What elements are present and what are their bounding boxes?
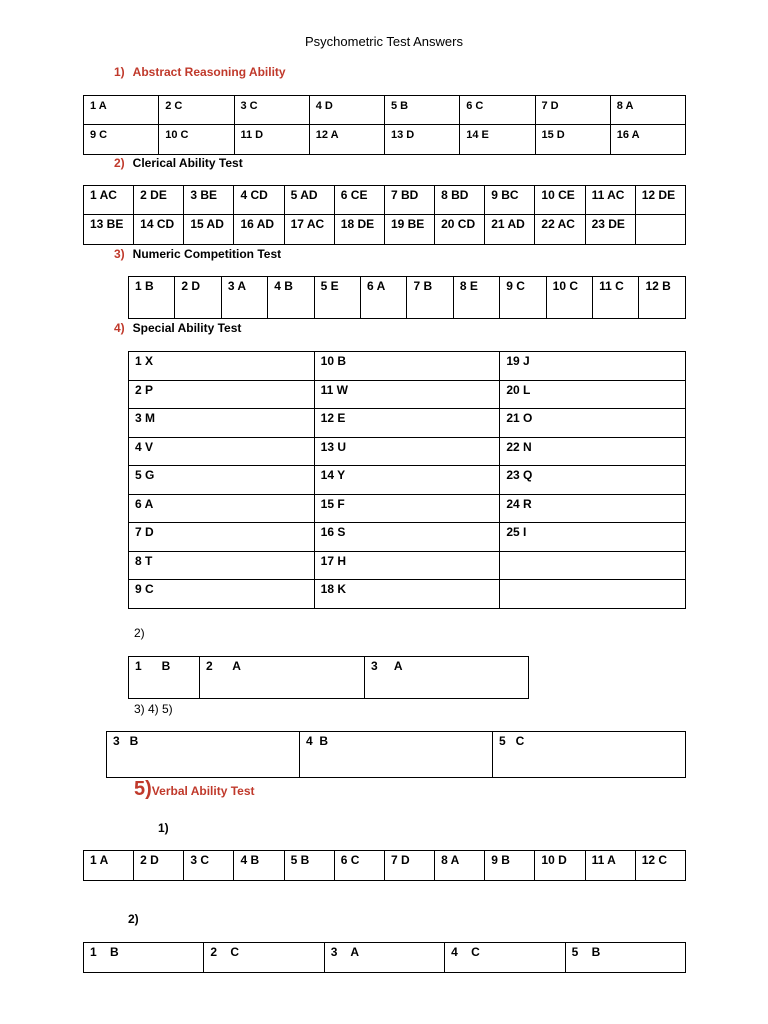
- table-cell: 1 B: [129, 657, 200, 699]
- table-cell: 13 D: [385, 125, 460, 155]
- table-cell: 3 B: [107, 732, 300, 778]
- table-row: [129, 657, 529, 699]
- table-cell: 14 E: [460, 125, 535, 155]
- table-row: [84, 851, 686, 881]
- special-answer-table: [128, 351, 686, 609]
- section-title: Clerical Ability Test: [132, 156, 243, 170]
- table-row: [84, 125, 686, 155]
- table-row: [129, 277, 686, 319]
- table-cell: 5 E: [314, 277, 360, 319]
- table-cell: 8 BD: [435, 186, 485, 215]
- table-cell: 22 N: [500, 438, 686, 466]
- table-cell: 3 C: [234, 96, 309, 125]
- table-cell: 12 DE: [635, 186, 685, 215]
- section-heading-verbal: [134, 778, 255, 801]
- section-number: 2): [114, 156, 125, 170]
- table-row: [129, 523, 686, 552]
- table-cell: 12 C: [635, 851, 685, 881]
- table-cell: 11 D: [234, 125, 309, 155]
- table-cell: 20 CD: [435, 215, 485, 245]
- table-cell: 9 C: [84, 125, 159, 155]
- table-cell: 9 C: [129, 580, 315, 609]
- table-cell: 21 O: [500, 409, 686, 438]
- table-cell: 17 AC: [284, 215, 334, 245]
- table-cell: 7 B: [407, 277, 453, 319]
- table-cell: 4 CD: [234, 186, 284, 215]
- table-cell: 13 U: [314, 438, 500, 466]
- table-row: [129, 495, 686, 523]
- table-cell: [500, 580, 686, 609]
- verbal-sub1-table: [83, 850, 686, 881]
- table-row: [129, 352, 686, 381]
- table-cell: 4 V: [129, 438, 315, 466]
- page-title: Psychometric Test Answers: [305, 34, 463, 49]
- abstract-answer-table: [83, 95, 686, 155]
- table-cell: 6 A: [361, 277, 407, 319]
- table-cell: 2 C: [204, 943, 324, 973]
- table-cell: 9 C: [500, 277, 546, 319]
- table-row: [129, 438, 686, 466]
- table-cell: 9 BC: [485, 186, 535, 215]
- table-cell: 6 A: [129, 495, 315, 523]
- numeric-answer-table: [128, 276, 686, 319]
- table-cell: 15 F: [314, 495, 500, 523]
- table-cell: 6 C: [460, 96, 535, 125]
- table-cell: 4 B: [268, 277, 314, 319]
- table-cell: [500, 552, 686, 580]
- table-row: [129, 466, 686, 495]
- table-cell: 11 W: [314, 381, 500, 409]
- table-cell: 18 DE: [334, 215, 384, 245]
- table-cell: 2 DE: [134, 186, 184, 215]
- table-cell: 22 AC: [535, 215, 585, 245]
- section-title: Verbal Ability Test: [151, 784, 255, 798]
- table-cell: 3 A: [221, 277, 267, 319]
- table-cell: 11 AC: [585, 186, 635, 215]
- section-heading-special: [114, 321, 241, 335]
- table-cell: 3 C: [184, 851, 234, 881]
- table-cell: 3 A: [365, 657, 529, 699]
- table-cell: 1 A: [84, 96, 159, 125]
- section-heading-clerical: [114, 156, 243, 170]
- table-cell: 15 AD: [184, 215, 234, 245]
- table-cell: 7 BD: [384, 186, 434, 215]
- table-cell: 4 D: [309, 96, 384, 125]
- table-cell: 4 B: [234, 851, 284, 881]
- table-cell: 10 CE: [535, 186, 585, 215]
- table-cell: 1 B: [129, 277, 175, 319]
- verbal-sub2-table: [83, 942, 686, 973]
- table-cell: 4 C: [445, 943, 565, 973]
- table-cell: 8 A: [435, 851, 485, 881]
- table-cell: 16 AD: [234, 215, 284, 245]
- special-sub345-table: [106, 731, 686, 778]
- section-title: Special Ability Test: [132, 321, 242, 335]
- table-cell: 12 B: [639, 277, 686, 319]
- table-cell: 12 A: [309, 125, 384, 155]
- section-heading-abstract: [114, 65, 286, 79]
- table-cell: 11 A: [585, 851, 635, 881]
- table-cell: 5 B: [385, 96, 460, 125]
- section-heading-numeric: [114, 247, 281, 261]
- table-cell: 19 BE: [384, 215, 434, 245]
- table-row: [129, 580, 686, 609]
- table-cell: [635, 215, 685, 245]
- table-cell: 1 X: [129, 352, 315, 381]
- table-cell: 7 D: [129, 523, 315, 552]
- table-cell: 9 B: [485, 851, 535, 881]
- table-cell: 2 P: [129, 381, 315, 409]
- table-cell: 16 A: [610, 125, 685, 155]
- table-cell: 3 BE: [184, 186, 234, 215]
- table-cell: 5 B: [565, 943, 685, 973]
- table-cell: 16 S: [314, 523, 500, 552]
- section-title: Abstract Reasoning Ability: [132, 65, 286, 79]
- section-number: 5): [134, 778, 152, 800]
- clerical-answer-table: [83, 185, 686, 245]
- table-cell: 1 B: [84, 943, 204, 973]
- table-cell: 10 C: [546, 277, 592, 319]
- table-cell: 10 B: [314, 352, 500, 381]
- section-number: 4): [114, 321, 125, 335]
- table-row: [84, 215, 686, 245]
- table-cell: 7 D: [384, 851, 434, 881]
- table-row: [84, 186, 686, 215]
- table-row: [129, 381, 686, 409]
- table-cell: 23 Q: [500, 466, 686, 495]
- table-cell: 7 D: [535, 96, 610, 125]
- subsection-label: 2): [128, 912, 139, 926]
- table-cell: 21 AD: [485, 215, 535, 245]
- table-cell: 1 A: [84, 851, 134, 881]
- table-cell: 1 AC: [84, 186, 134, 215]
- table-cell: 2 D: [175, 277, 221, 319]
- table-row: [107, 732, 686, 778]
- table-cell: 2 C: [159, 96, 234, 125]
- table-row: [129, 409, 686, 438]
- table-cell: 5 G: [129, 466, 315, 495]
- section-number: 3): [114, 247, 125, 261]
- table-cell: 25 I: [500, 523, 686, 552]
- table-cell: 10 D: [535, 851, 585, 881]
- table-cell: 14 Y: [314, 466, 500, 495]
- table-cell: 14 CD: [134, 215, 184, 245]
- table-cell: 6 C: [334, 851, 384, 881]
- table-cell: 5 B: [284, 851, 334, 881]
- subsection-label: 3) 4) 5): [134, 702, 173, 716]
- table-cell: 2 A: [200, 657, 365, 699]
- table-cell: 3 A: [324, 943, 444, 973]
- table-cell: 8 A: [610, 96, 685, 125]
- subsection-label: 1): [158, 821, 169, 835]
- table-cell: 3 M: [129, 409, 315, 438]
- table-cell: 12 E: [314, 409, 500, 438]
- table-row: [84, 96, 686, 125]
- table-cell: 4 B: [300, 732, 493, 778]
- table-cell: 2 D: [134, 851, 184, 881]
- table-cell: 24 R: [500, 495, 686, 523]
- special-sub2-table: [128, 656, 529, 699]
- table-cell: 8 T: [129, 552, 315, 580]
- table-cell: 6 CE: [334, 186, 384, 215]
- table-cell: 5 C: [493, 732, 686, 778]
- table-cell: 15 D: [535, 125, 610, 155]
- table-cell: 10 C: [159, 125, 234, 155]
- table-cell: 17 H: [314, 552, 500, 580]
- table-cell: 23 DE: [585, 215, 635, 245]
- section-number: 1): [114, 65, 125, 79]
- table-cell: 5 AD: [284, 186, 334, 215]
- section-title: Numeric Competition Test: [132, 247, 282, 261]
- table-cell: 13 BE: [84, 215, 134, 245]
- subsection-label: 2): [134, 626, 145, 640]
- table-cell: 18 K: [314, 580, 500, 609]
- table-cell: 19 J: [500, 352, 686, 381]
- table-cell: 8 E: [453, 277, 499, 319]
- table-cell: 20 L: [500, 381, 686, 409]
- table-row: [129, 552, 686, 580]
- table-cell: 11 C: [593, 277, 639, 319]
- table-row: [84, 943, 686, 973]
